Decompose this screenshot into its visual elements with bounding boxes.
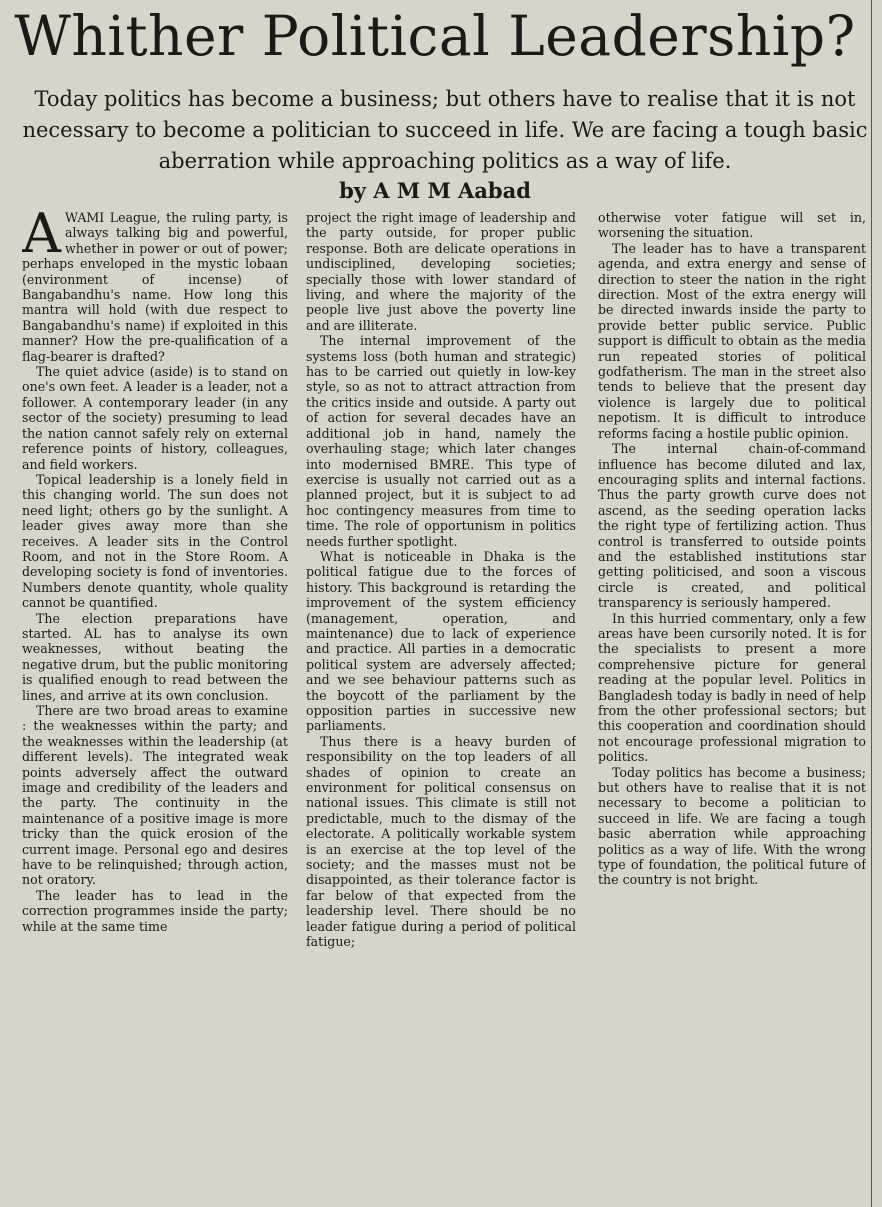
- headline: Whither Political Leadership?: [14, 4, 856, 68]
- paragraph: The internal improvement of the systems loss (both human and strategic) has to be carried out quietly in low-key style, so as not to attract attraction from the critics inside and outside. A party out of action for several decades have an additional job in hand, namely the overhauling stage; which later changes into modernised BMRE. This type of exercise is usually not carried out as a planned project, but it is subject to ad hoc contingency measures from time to time. The role of opportunism in politics needs further spotlight.: [306, 333, 576, 549]
- paragraph-text: WAMI League, the ruling party, is always talking big and powerful, whether in power or out of power; perhaps enveloped in the mystic lobaan (environment of incense) of Bangabandhu's name. How long this mantra will hold (with due respect to Bangabandhu's name) if exploited in this manner? How the pre-qualification of a flag-bearer is drafted?: [22, 210, 288, 364]
- paragraph: otherwise voter fatigue will set in, worsening the situation.: [598, 210, 866, 241]
- paragraph: The election preparations have started. AL has to analyse its own weaknesses, without beating the negative drum, but the public monitoring is qualified enough to read between the lines, and arrive at its own conclusion.: [22, 610, 288, 703]
- paragraph: The leader has to have a transparent agenda, and extra energy and sense of direction to steer the nation in the right direction. Most of the extra energy will be directed inwards inside the party to provide better public service. Public support is difficult to obtain as the media run repeated stories of political godfatherism. The man in the street also tends to believe that the present day violence is largely due to political nepotism. It is difficult to introduce reforms facing a hostile public opinion.: [598, 240, 866, 441]
- column-rule: [871, 0, 872, 1207]
- drop-cap: A: [22, 210, 61, 265]
- byline: by A M M Aabad: [339, 178, 531, 203]
- paragraph: Today politics has become a business; but others have to realise that it is not necessary to become a politician to succeed in life. We are facing a tough basic aberration while approaching politics as a way of life. With the wrong type of foundation, the political future of the country is not bright.: [598, 764, 866, 888]
- paragraph: In this hurried commentary, only a few areas have been cursorily noted. It is for the specialists to present a more comprehensive picture for general reading at the popular level. Politics in Bangladesh today is badly in need of help from the other professional sectors; but this cooperation and coordination should not encourage professional migration to politics.: [598, 610, 866, 765]
- paragraph: Thus there is a heavy burden of responsibility on the top leaders of all shades of opinion to create an environment for political consensus on national issues. This climate is still not predictable, much to the dismay of the electorate. A politically workable system is an exercise at the top level of the society; and the masses must not be disappointed, as their tolerance factor is far below of that expected from the leadership level. There should be no leader fatigue during a period of political fatigue;: [306, 733, 576, 950]
- paragraph: The quiet advice (aside) is to stand on one's own feet. A leader is a leader, not a follower. A contemporary leader (in any sector of the society) presuming to lead the nation cannot safely rely on external reference points of history, colleagues, and field workers.: [22, 364, 288, 472]
- standfirst: Today politics has become a business; but others have to realise that it is not necessary to become a politician to succeed in life. We are facing a tough basic aberration while approaching politics as a way of life.: [22, 87, 868, 173]
- paragraph: The internal chain-of-command influence has become diluted and lax, encouraging splits and internal factions. Thus the party growth curve does not ascend, as the seeding operation lacks the right type of fertilizing action. Thus control is transferred to outside points and the established institutions star getting politicised, and soon a viscous circle is created, and political transparency is seriously hampered.: [598, 441, 866, 611]
- paragraph: project the right image of leadership and the party outside, for proper public response. Both are delicate operations in undisciplined, developing societies; specially those with lower standard of living, and where the majority of the people live just above the poverty line and are illiterate.: [306, 210, 576, 333]
- paragraph: The leader has to lead in the correction programmes inside the party; while at the same time: [22, 887, 288, 934]
- paragraph: There are two broad areas to examine : the weaknesses within the party; and the weaknesses within the leadership (at different levels). The integrated weak points adversely affect the outward image and credibility of the leaders and the party. The continuity in the maintenance of a positive image is more tricky than the quick erosion of the current image. Personal ego and desires have to be relinquished; through action, not oratory.: [22, 703, 288, 888]
- column-1: [22, 210, 288, 1199]
- paragraph: [22, 210, 288, 364]
- column-3: [598, 210, 866, 1199]
- paragraph: What is noticeable in Dhaka is the political fatigue due to the forces of history. This background is retarding the improvement of the system efficiency (management, operation, and maintenance) due to lack of experience and practice. All parties in a democratic political system are adversely affected; and we see behaviour patterns such as the boycott of the parliament by the opposition parties in successive new parliaments.: [306, 548, 576, 734]
- column-2: [306, 210, 576, 1199]
- paragraph: Topical leadership is a lonely field in this changing world. The sun does not need light; others go by the sunlight. A leader gives away more than she receives. A leader sits in the Control Room, and not in the Store Room. A developing society is fond of inventories. Numbers denote quantity, whole quality cannot be quantified.: [22, 471, 288, 611]
